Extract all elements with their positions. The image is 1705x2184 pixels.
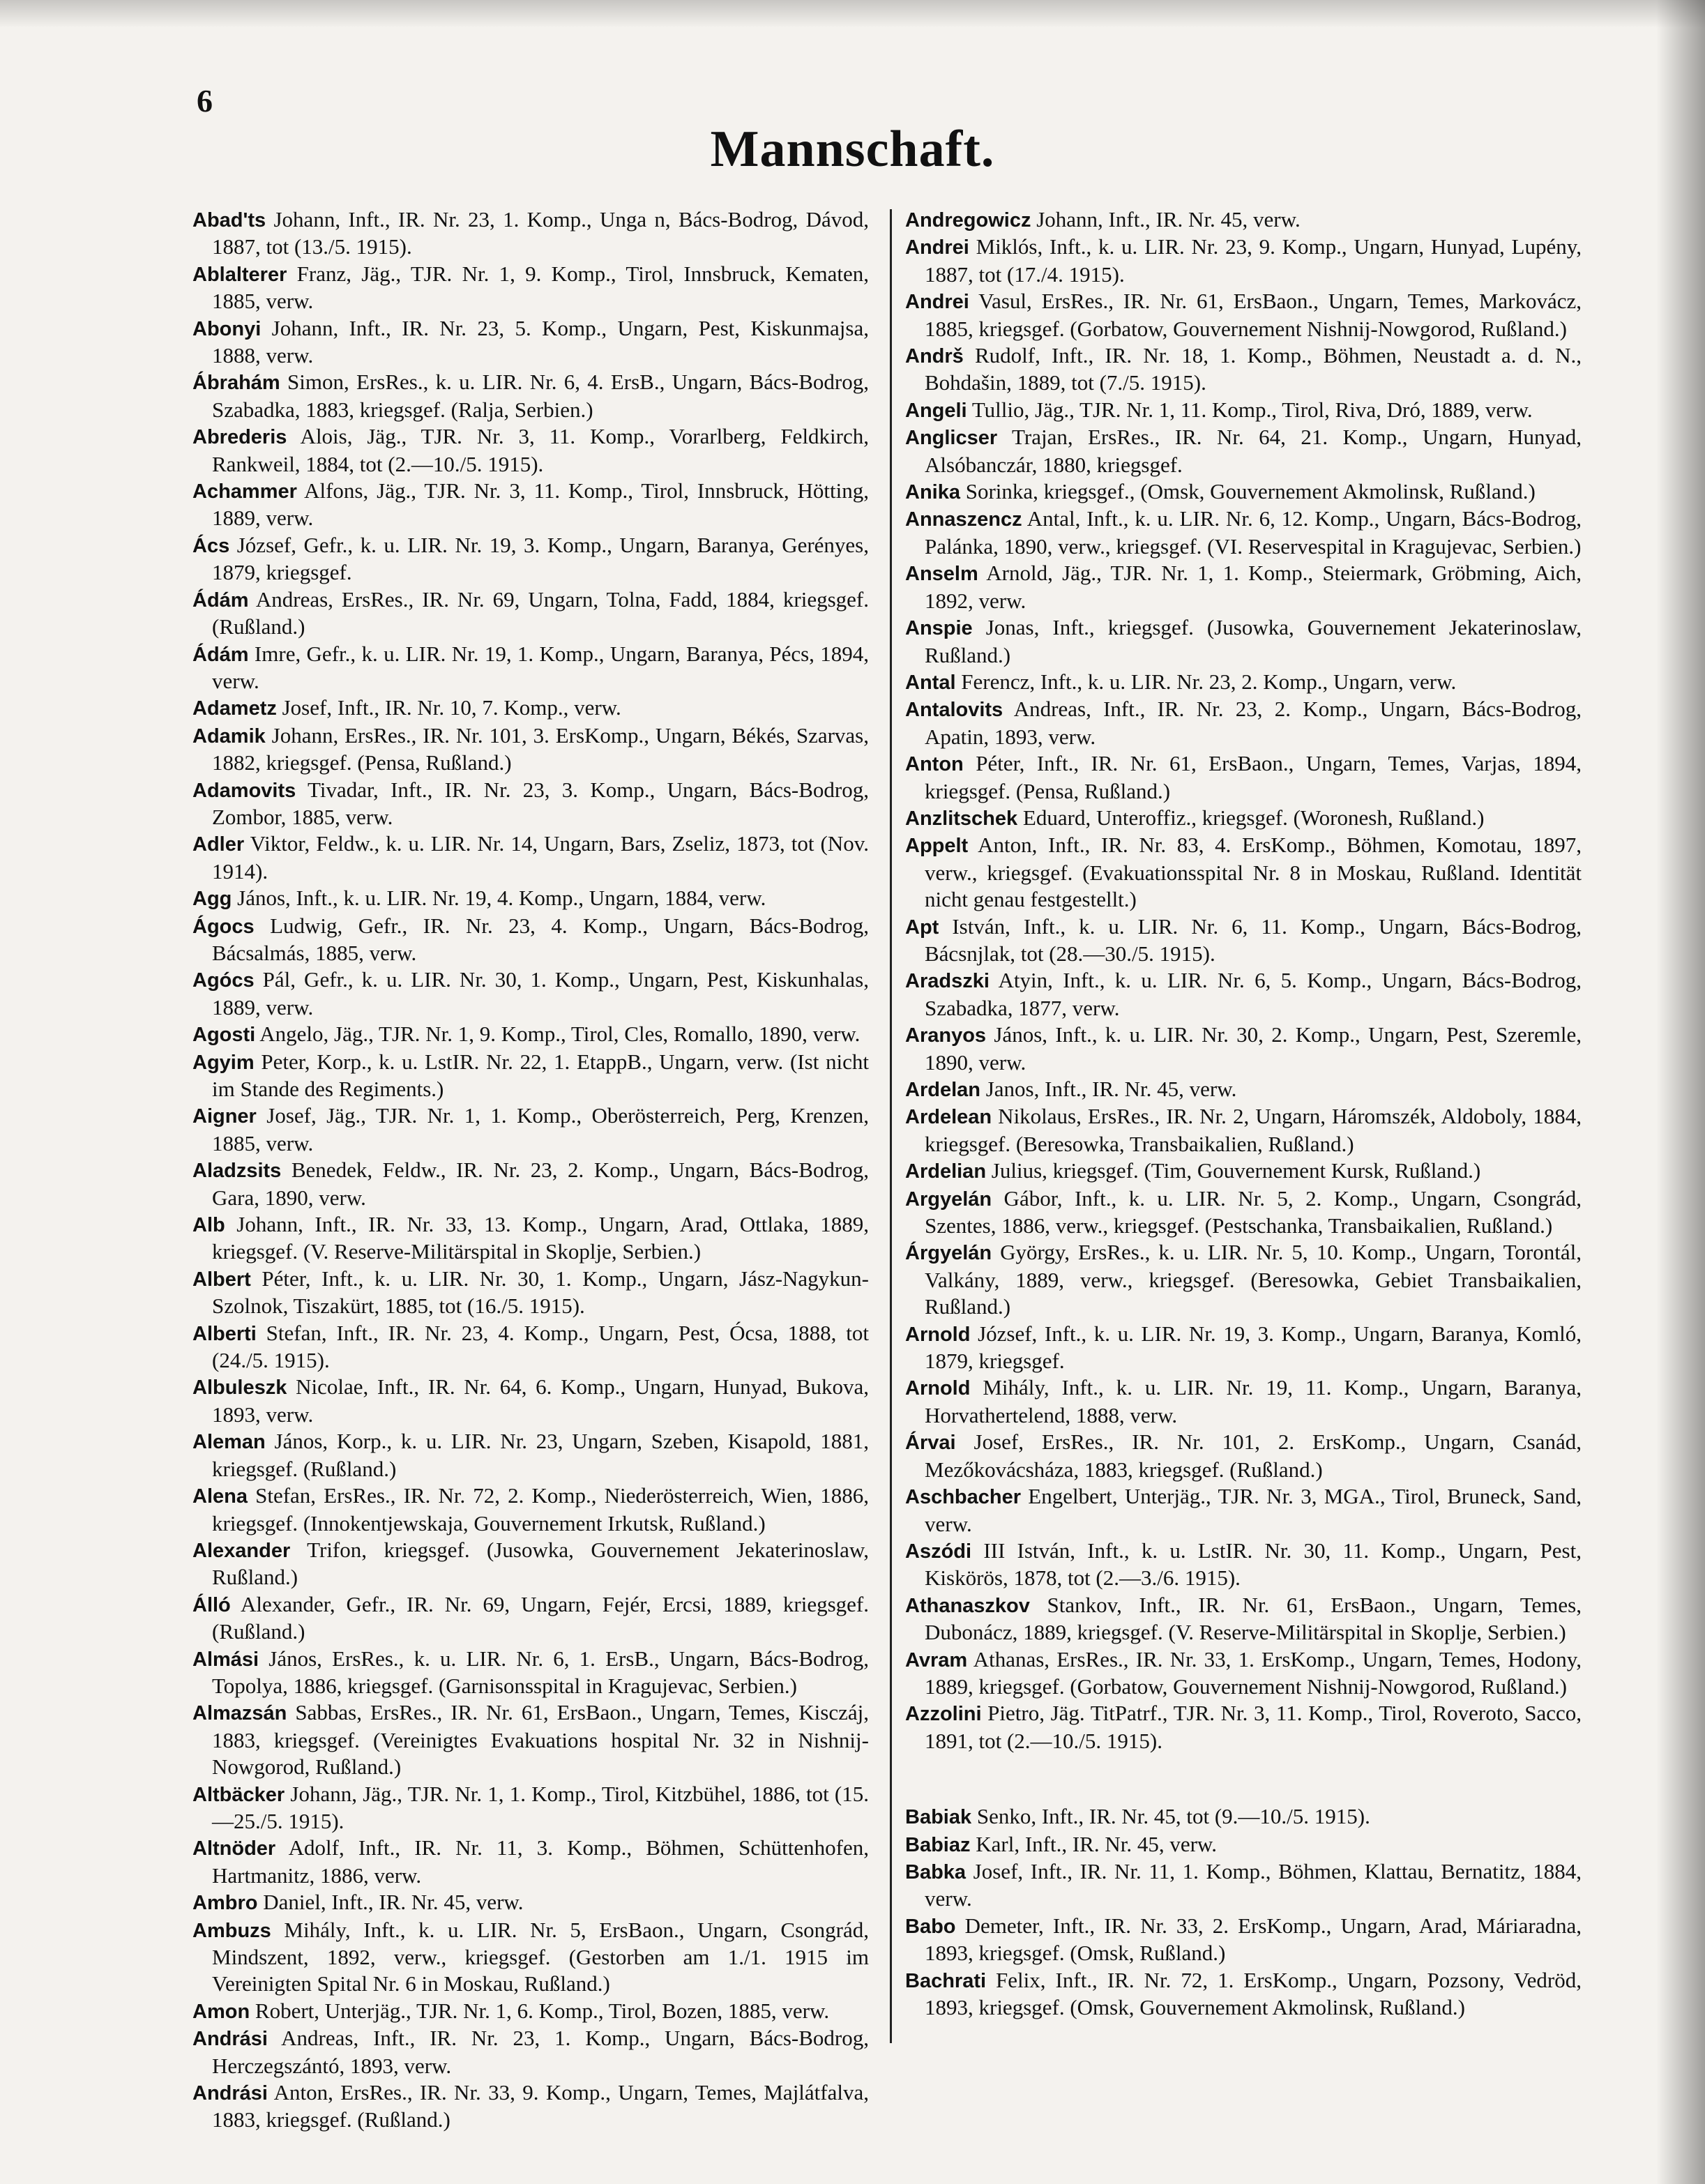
entry-surname: Altnöder: [192, 1837, 276, 1860]
entry-details: Andreas, ErsRes., IR. Nr. 69, Ungarn, Tolna, Fadd, 1884, kriegsgef. (Rußland.): [212, 586, 869, 639]
entry-details: Johann, Inft., IR. Nr. 23, 5. Komp., Ungarn, Pest, Kiskunmajsa, 1888, verw.: [212, 315, 869, 368]
entry-details: Stefan, Inft., IR. Nr. 23, 4. Komp., Ungarn, Pest, Ócsa, 1888, tot (24./5. 1915).: [212, 1320, 869, 1373]
entry-details: Sabbas, ErsRes., IR. Nr. 61, ErsBaon., Ungarn, Temes, Kisczáj, 1883, kriegsgef. (Vereinigtes Evakuations hospital Nr. 32 in Nishnij-Nowgorod, Rußland.): [212, 1700, 869, 1780]
register-entry: [905, 805, 1582, 832]
entry-surname: Almási: [192, 1648, 259, 1671]
register-entry: [192, 478, 869, 532]
entry-surname: Alena: [192, 1485, 248, 1508]
entry-details: Tivadar, Inft., IR. Nr. 23, 3. Komp., Ungarn, Bács-Bodrog, Zombor, 1885, verw.: [212, 777, 869, 829]
entry-surname: Andrei: [905, 291, 969, 314]
register-entry: [192, 1428, 869, 1482]
entry-surname: Agosti: [192, 1024, 256, 1047]
register-entry: [905, 832, 1582, 913]
right-column-b-entries: [905, 1803, 1582, 2021]
register-entry: [192, 206, 869, 261]
entry-details: János, Inft., k. u. LIR. Nr. 30, 2. Komp., Ungarn, Pest, Szeremle, 1890, verw.: [925, 1022, 1582, 1075]
entry-details: Mihály, Inft., k. u. LIR. Nr. 5, ErsBaon., Ungarn, Csongrád, Mindszent, 1892, verw., kriegsgef. (Gestorben am 1./1. 1915 im Vereinigten Spital Nr. 6 in Moskau, Rußland.): [212, 1917, 869, 1996]
entry-surname: Andrási: [192, 2082, 268, 2105]
entry-surname: Andrš: [905, 345, 964, 368]
entry-details: Arnold, Jäg., TJR. Nr. 1, 1. Komp., Steiermark, Gröbming, Aich, 1892, verw.: [925, 561, 1582, 613]
register-entry: [192, 695, 869, 722]
register-entry: [192, 1049, 869, 1103]
entry-surname: Antalovits: [905, 699, 1003, 722]
entry-surname: Anzlitschek: [905, 807, 1018, 830]
register-entry: [905, 1967, 1582, 2022]
register-entry: [905, 206, 1582, 234]
register-entry: [905, 750, 1582, 805]
register-entry: [905, 1076, 1582, 1103]
register-entry: [192, 777, 869, 831]
entry-details: Atyin, Inft., k. u. LIR. Nr. 6, 5. Komp., Ungarn, Bács-Bodrog, Szabadka, 1877, verw.: [925, 968, 1582, 1020]
register-entry: [192, 913, 869, 967]
entry-surname: Achammer: [192, 480, 297, 503]
register-entry: [905, 614, 1582, 669]
entry-details: Pietro, Jäg. TitPatrf., TJR. Nr. 3, 11. Komp., Tirol, Roveroto, Sacco, 1891, tot (2.—10./5. 1915).: [925, 1701, 1582, 1753]
scan-top-shadow: [0, 0, 1705, 28]
entry-surname: Ardelean: [905, 1106, 992, 1129]
entry-surname: Andregowicz: [905, 209, 1031, 232]
register-entry: [905, 1321, 1582, 1375]
entry-details: Felix, Inft., IR. Nr. 72, 1. ErsKomp., Ungarn, Pozsony, Vedröd, 1893, kriegsgef. (Omsk, Gouvernement Akmolinsk, Rußland.): [925, 1967, 1582, 2019]
entry-surname: Aladzsits: [192, 1160, 282, 1183]
entry-surname: Agyim: [192, 1051, 255, 1074]
register-entry: [192, 315, 869, 370]
entry-details: István, Inft., k. u. LIR. Nr. 6, 11. Komp., Ungarn, Bács-Bodrog, Bácsnjlak, tot (28.—30./5. 1915).: [925, 913, 1582, 966]
entry-surname: Abonyi: [192, 317, 262, 340]
entry-surname: Abrederis: [192, 426, 287, 449]
entry-details: Demeter, Inft., IR. Nr. 33, 2. ErsKomp., Ungarn, Arad, Máriaradna, 1893, kriegsgef. (Omsk, Rußland.): [925, 1913, 1582, 1966]
page-title: Mannschaft.: [710, 121, 995, 178]
register-entry: [192, 1699, 869, 1780]
register-entry: [192, 1266, 869, 1320]
entry-surname: Almazsán: [192, 1702, 287, 1725]
entry-surname: Aleman: [192, 1431, 266, 1454]
register-entry: [192, 1537, 869, 1591]
entry-surname: Annaszencz: [905, 508, 1022, 531]
entry-surname: Abad'ts: [192, 209, 266, 232]
entry-surname: Árgyelán: [905, 1242, 992, 1265]
register-entry: [192, 1482, 869, 1537]
register-entry: [192, 885, 869, 912]
entry-details: Daniel, Inft., IR. Nr. 45, verw.: [257, 1890, 524, 1915]
entry-details: Gábor, Inft., k. u. LIR. Nr. 5, 2. Komp., Ungarn, Csongrád, Szentes, 1886, verw., kriegsgef. (Pestschanka, Transbaikalien, Rußland.): [925, 1185, 1582, 1238]
right-column: [905, 206, 1582, 2021]
entry-details: Antal, Inft., k. u. LIR. Nr. 6, 12. Komp., Ungarn, Bács-Bodrog, Palánka, 1890, verw., kriegsgef. (VI. Reservespital in Kragujevac, Serbien.): [925, 506, 1582, 559]
entry-details: Alois, Jäg., TJR. Nr. 3, 11. Komp., Vorarlberg, Feldkirch, Rankweil, 1884, tot (2.—10./5. 1915).: [212, 424, 869, 476]
register-entry: [192, 1781, 869, 1835]
entry-surname: Árvai: [905, 1432, 956, 1455]
entry-surname: Albuleszk: [192, 1377, 287, 1400]
register-entry: [192, 1102, 869, 1157]
entry-surname: Anspie: [905, 617, 973, 640]
entry-details: Alexander, Gefr., IR. Nr. 69, Ungarn, Fejér, Ercsi, 1889, kriegsgef. (Rußland.): [212, 1591, 869, 1644]
entry-details: János, ErsRes., k. u. LIR. Nr. 6, 1. ErsB., Ungarn, Bács-Bodrog, Topolya, 1886, kriegsgef. (Garnisonsspital in Kragujevac, Serbien.): [212, 1646, 869, 1698]
entry-details: Angelo, Jäg., TJR. Nr. 1, 9. Komp., Tirol, Cles, Romallo, 1890, verw.: [255, 1022, 861, 1047]
entry-details: Péter, Inft., IR. Nr. 61, ErsBaon., Ungarn, Temes, Varjas, 1894, kriegsgef. (Pensa, Rußland.): [925, 751, 1582, 803]
entry-surname: Arnold: [905, 1377, 971, 1400]
entry-details: Benedek, Feldw., IR. Nr. 23, 2. Komp., Ungarn, Bács-Bodrog, Gara, 1890, verw.: [212, 1158, 869, 1210]
entry-details: Karl, Inft., IR. Nr. 45, verw.: [970, 1831, 1218, 1856]
register-entry: [192, 586, 869, 641]
entry-surname: Anselm: [905, 563, 978, 586]
entry-surname: Ágocs: [192, 915, 255, 938]
register-entry: [905, 424, 1582, 478]
register-entry: [905, 478, 1582, 506]
register-entry: [192, 2025, 869, 2079]
entry-details: Pál, Gefr., k. u. LIR. Nr. 30, 1. Komp., Ungarn, Pest, Kiskunhalas, 1889, verw.: [212, 967, 869, 1019]
entry-details: Miklós, Inft., k. u. LIR. Nr. 23, 9. Komp., Ungarn, Hunyad, Lupény, 1887, tot (17./4. 1915).: [925, 234, 1582, 287]
entry-surname: Aradszki: [905, 970, 990, 993]
entry-surname: Ádám: [192, 589, 249, 612]
register-entry: [192, 1835, 869, 1889]
entry-details: Imre, Gefr., k. u. LIR. Nr. 19, 1. Komp., Ungarn, Baranya, Pécs, 1894, verw.: [212, 641, 869, 693]
register-entry: [192, 369, 869, 423]
register-entry: [905, 1700, 1582, 1754]
entry-details: Andreas, Inft., IR. Nr. 23, 1. Komp., Ungarn, Bács-Bodrog, Herczegszántó, 1893, verw.: [212, 2026, 869, 2078]
entry-details: Engelbert, Unterjäg., TJR. Nr. 3, MGA., Tirol, Bruneck, Sand, verw.: [925, 1484, 1582, 1536]
entry-details: Josef, Inft., IR. Nr. 10, 7. Komp., verw.: [276, 695, 621, 720]
entry-surname: Angeli: [905, 399, 967, 422]
register-entry: [905, 1185, 1582, 1240]
entry-details: Péter, Inft., k. u. LIR. Nr. 30, 1. Komp., Ungarn, Jász-Nagykun-Szolnok, Tiszakürt, 1885, tot (16./5. 1915).: [212, 1266, 869, 1319]
register-entry: [905, 1646, 1582, 1701]
entry-details: Tullio, Jäg., TJR. Nr. 1, 11. Komp., Tirol, Riva, Dró, 1889, verw.: [967, 397, 1533, 422]
register-entry: [905, 1022, 1582, 1076]
entry-details: Viktor, Feldw., k. u. LIR. Nr. 14, Ungarn, Bars, Zseliz, 1873, tot (Nov. 1914).: [212, 831, 869, 884]
register-entry: [192, 966, 869, 1021]
entry-details: Andreas, Inft., IR. Nr. 23, 2. Komp., Ungarn, Bács-Bodrog, Apatin, 1893, verw.: [925, 697, 1582, 749]
entry-surname: Álló: [192, 1593, 231, 1616]
entry-surname: Aszódi: [905, 1540, 972, 1563]
entry-details: Josef, Inft., IR. Nr. 11, 1. Komp., Böhmen, Klattau, Bernatitz, 1884, verw.: [925, 1858, 1582, 1911]
entry-surname: Anglicser: [905, 427, 998, 450]
entry-details: Franz, Jäg., TJR. Nr. 1, 9. Komp., Tirol, Innsbruck, Kematen, 1885, verw.: [212, 261, 869, 314]
entry-surname: Alberti: [192, 1322, 257, 1345]
entry-surname: Ardelan: [905, 1079, 980, 1101]
entry-details: Josef, Jäg., TJR. Nr. 1, 1. Komp., Oberösterreich, Perg, Krenzen, 1885, verw.: [212, 1103, 869, 1155]
entry-surname: Albert: [192, 1268, 251, 1291]
register-entry: [192, 722, 869, 777]
register-entry: [905, 696, 1582, 750]
register-entry: [905, 913, 1582, 968]
entry-surname: Ambro: [192, 1892, 258, 1915]
entry-details: Peter, Korp., k. u. LstIR. Nr. 22, 1. EtappB., Ungarn, verw. (Ist nicht im Stande des Regiments.): [212, 1049, 869, 1101]
entry-details: Ferencz, Inft., k. u. LIR. Nr. 23, 2. Komp., Ungarn, verw.: [955, 669, 1457, 694]
register-entry: [192, 1646, 869, 1700]
entry-details: Josef, ErsRes., IR. Nr. 101, 2. ErsKomp., Ungarn, Csanád, Mezőkovácsháza, 1883, kriegsgef. (Rußland.): [925, 1430, 1582, 1482]
register-entry: [192, 1591, 869, 1646]
entry-details: Nikolaus, ErsRes., IR. Nr. 2, Ungarn, Háromszék, Aldoboly, 1884, kriegsgef. (Beresowka, Transbaikalien, Rußland.): [925, 1104, 1582, 1156]
column-divider: [890, 209, 892, 2043]
register-entry: [905, 1803, 1582, 1830]
entry-surname: Arnold: [905, 1323, 971, 1346]
entry-details: Robert, Unterjäg., TJR. Nr. 1, 6. Komp., Tirol, Bozen, 1885, verw.: [250, 1998, 830, 2023]
register-entry: [192, 532, 869, 586]
entry-surname: Adler: [192, 833, 245, 856]
entry-surname: Ardelian: [905, 1160, 987, 1183]
entry-details: Johann, Inft., IR. Nr. 45, verw.: [1031, 207, 1301, 232]
register-entry: [905, 288, 1582, 342]
entry-surname: Bachrati: [905, 1969, 987, 1992]
register-entry: [192, 1889, 869, 1916]
entry-surname: Adamovits: [192, 779, 296, 802]
entry-surname: Aigner: [192, 1105, 257, 1128]
register-entry: [905, 234, 1582, 288]
entry-details: György, ErsRes., k. u. LIR. Nr. 5, 10. Komp., Ungarn, Torontál, Valkány, 1889, verw., kriegsgef. (Beresowka, Gebiet Transbaikalien, Rußland.): [925, 1240, 1582, 1319]
entry-details: Eduard, Unteroffiz., kriegsgef. (Woronesh, Rußland.): [1017, 805, 1485, 830]
entry-surname: Alexander: [192, 1539, 291, 1562]
entry-surname: Anika: [905, 481, 960, 504]
entry-surname: Ács: [192, 534, 230, 557]
entry-details: Sorinka, kriegsgef., (Omsk, Gouvernement Akmolinsk, Rußland.): [960, 479, 1536, 504]
register-entry: [905, 397, 1582, 424]
entry-surname: Agócs: [192, 969, 255, 992]
register-entry: [192, 1021, 869, 1048]
entry-details: Anton, Inft., IR. Nr. 83, 4. ErsKomp., Böhmen, Komotau, 1897, verw., kriegsgef. (Evakuationsspital Nr. 8 in Moskau, Rußland. Identität nicht genau festgestellt.): [925, 833, 1582, 912]
register-entry: [192, 1211, 869, 1266]
register-entry: [192, 2079, 869, 2134]
entry-surname: Azzolini: [905, 1703, 982, 1726]
register-entry: [905, 560, 1582, 614]
entry-details: Johann, Inft., IR. Nr. 23, 1. Komp., Unga n, Bács-Bodrog, Dávod, 1887, tot (13./5. 1915).: [212, 207, 869, 259]
entry-details: Julius, kriegsgef. (Tim, Gouvernement Kursk, Rußland.): [986, 1158, 1481, 1183]
entry-surname: Andrei: [905, 236, 969, 259]
entry-details: Johann, ErsRes., IR. Nr. 101, 3. ErsKomp., Ungarn, Békés, Szarvas, 1882, kriegsgef. (Pensa, Rußland.): [212, 722, 869, 775]
entry-details: Rudolf, Inft., IR. Nr. 18, 1. Komp., Böhmen, Neustadt a. d. N., Bohdašin, 1889, tot (7./5. 1915).: [925, 343, 1582, 395]
entry-surname: Babiaz: [905, 1833, 971, 1856]
register-entry: [192, 641, 869, 695]
entry-details: József, Inft., k. u. LIR. Nr. 19, 3. Komp., Ungarn, Baranya, Komló, 1879, kriegsgef.: [925, 1321, 1582, 1374]
entry-surname: Babo: [905, 1915, 956, 1938]
entry-details: Vasul, ErsRes., IR. Nr. 61, ErsBaon., Ungarn, Temes, Markovácz, 1885, kriegsgef. (Gorbatow, Gouvernement Nishnij-Nowgorod, Rußland.): [925, 289, 1582, 341]
register-entry: [905, 1858, 1582, 1913]
entry-surname: Ábrahám: [192, 372, 280, 395]
scan-edge-shadow: [1656, 0, 1705, 2184]
entry-surname: Aranyos: [905, 1024, 987, 1047]
entry-surname: Apt: [905, 916, 939, 939]
entry-details: Anton, ErsRes., IR. Nr. 33, 9. Komp., Ungarn, Temes, Majlátfalva, 1883, kriegsgef. (Rußland.): [212, 2080, 869, 2132]
register-entry: [905, 342, 1582, 397]
entry-surname: Ablalterer: [192, 263, 287, 286]
right-column-a-entries: [905, 206, 1582, 1754]
entry-details: Stefan, ErsRes., IR. Nr. 72, 2. Komp., Niederösterreich, Wien, 1886, kriegsgef. (Innokentjewskaja, Gouvernement Irkutsk, Rußland.): [212, 1483, 869, 1535]
register-entry: [905, 669, 1582, 696]
register-entry: [192, 1374, 869, 1428]
register-entry: [905, 1103, 1582, 1158]
register-entry: [192, 831, 869, 885]
page-number: 6: [197, 83, 213, 119]
entry-details: Trajan, ErsRes., IR. Nr. 64, 21. Komp., Ungarn, Hunyad, Alsóbanczár, 1880, kriegsgef.: [925, 425, 1582, 477]
entry-details: Nicolae, Inft., IR. Nr. 64, 6. Komp., Ungarn, Hunyad, Bukova, 1893, verw.: [212, 1374, 869, 1427]
entry-surname: Avram: [905, 1648, 968, 1671]
entry-surname: Athanaszkov: [905, 1594, 1030, 1617]
register-entry: [905, 1158, 1582, 1185]
entry-surname: Argyelán: [905, 1188, 992, 1211]
entry-surname: Aschbacher: [905, 1486, 1022, 1509]
left-column: [192, 206, 869, 2134]
entry-surname: Agg: [192, 888, 232, 911]
entry-surname: Babiak: [905, 1806, 972, 1829]
entry-details: Trifon, kriegsgef. (Jusowka, Gouvernement Jekaterinoslaw, Rußland.): [212, 1537, 869, 1590]
register-entry: [905, 1374, 1582, 1429]
register-entry: [905, 1239, 1582, 1320]
entry-details: Ludwig, Gefr., IR. Nr. 23, 4. Komp., Ungarn, Bács-Bodrog, Bácsalmás, 1885, verw.: [212, 913, 869, 965]
section-gap: [905, 1754, 1582, 1803]
entry-details: János, Korp., k. u. LIR. Nr. 23, Ungarn, Szeben, Kisapold, 1881, kriegsgef. (Rußland.): [212, 1429, 869, 1481]
register-entry: [905, 1483, 1582, 1538]
register-entry: [905, 506, 1582, 560]
register-entry: [192, 261, 869, 315]
register-entry: [192, 1320, 869, 1374]
entry-details: Jonas, Inft., kriegsgef. (Jusowka, Gouvernement Jekaterinoslaw, Rußland.): [925, 615, 1582, 667]
entry-details: Alfons, Jäg., TJR. Nr. 3, 11. Komp., Tirol, Innsbruck, Hötting, 1889, verw.: [212, 478, 869, 531]
entry-details: Simon, ErsRes., k. u. LIR. Nr. 6, 4. ErsB., Ungarn, Bács-Bodrog, Szabadka, 1883, kriegsgef. (Ralja, Serbien.): [212, 370, 869, 422]
entry-surname: Adamik: [192, 725, 266, 748]
entry-details: Janos, Inft., IR. Nr. 45, verw.: [980, 1077, 1237, 1101]
register-entry: [905, 967, 1582, 1022]
entry-details: Mihály, Inft., k. u. LIR. Nr. 19, 11. Komp., Ungarn, Baranya, Horvathertelend, 1888, verw.: [925, 1375, 1582, 1427]
register-entry: [192, 1157, 869, 1211]
entry-details: János, Inft., k. u. LIR. Nr. 19, 4. Komp., Ungarn, 1884, verw.: [232, 886, 766, 911]
entry-details: Senko, Inft., IR. Nr. 45, tot (9.—10./5. 1915).: [971, 1804, 1370, 1829]
register-entry: [192, 1917, 869, 1998]
register-entry: [192, 423, 869, 478]
entry-surname: Amon: [192, 2000, 250, 2023]
entry-surname: Antal: [905, 671, 956, 694]
entry-details: Johann, Jäg., TJR. Nr. 1, 1. Komp., Tirol, Kitzbühel, 1886, tot (15.—25./5. 1915).: [212, 1781, 869, 1833]
entry-details: Johann, Inft., IR. Nr. 33, 13. Komp., Ungarn, Arad, Ottlaka, 1889, kriegsgef. (V. Reserve-Militärspital in Skoplje, Serbien.): [212, 1212, 869, 1264]
entry-surname: Babka: [905, 1860, 967, 1883]
entry-surname: Anton: [905, 753, 964, 776]
entry-surname: Appelt: [905, 835, 969, 858]
entry-surname: Alb: [192, 1214, 225, 1237]
entry-surname: Altbäcker: [192, 1783, 285, 1806]
register-entry: [905, 1913, 1582, 1967]
entry-surname: Andrási: [192, 2028, 268, 2051]
register-entry: [192, 1998, 869, 2025]
entry-details: Athanas, ErsRes., IR. Nr. 33, 1. ErsKomp., Ungarn, Temes, Hodony, 1889, kriegsgef. (Gorbatow, Gouvernement Nishnij-Nowgorod, Rußland.): [925, 1646, 1582, 1699]
register-entry: [905, 1831, 1582, 1858]
register-entry: [905, 1429, 1582, 1483]
register-entry: [905, 1592, 1582, 1646]
entry-details: Adolf, Inft., IR. Nr. 11, 3. Komp., Böhmen, Schüttenhofen, Hartmanitz, 1886, verw.: [212, 1835, 869, 1888]
entry-details: III István, Inft., k. u. LstIR. Nr. 30, 11. Komp., Ungarn, Pest, Kiskörös, 1878, tot (2.—3./6. 1915).: [925, 1538, 1582, 1591]
entry-details: József, Gefr., k. u. LIR. Nr. 19, 3. Komp., Ungarn, Baranya, Gerényes, 1879, kriegsgef.: [212, 532, 869, 585]
register-entry: [905, 1538, 1582, 1592]
entry-details: Stankov, Inft., IR. Nr. 61, ErsBaon., Ungarn, Temes, Dubonácz, 1889, kriegsgef. (V. Reserve-Militärspital in Skoplje, Serbien.): [925, 1592, 1582, 1645]
entry-surname: Ádám: [192, 643, 249, 666]
entry-surname: Ambuzs: [192, 1919, 271, 1942]
entry-surname: Adametz: [192, 697, 277, 720]
